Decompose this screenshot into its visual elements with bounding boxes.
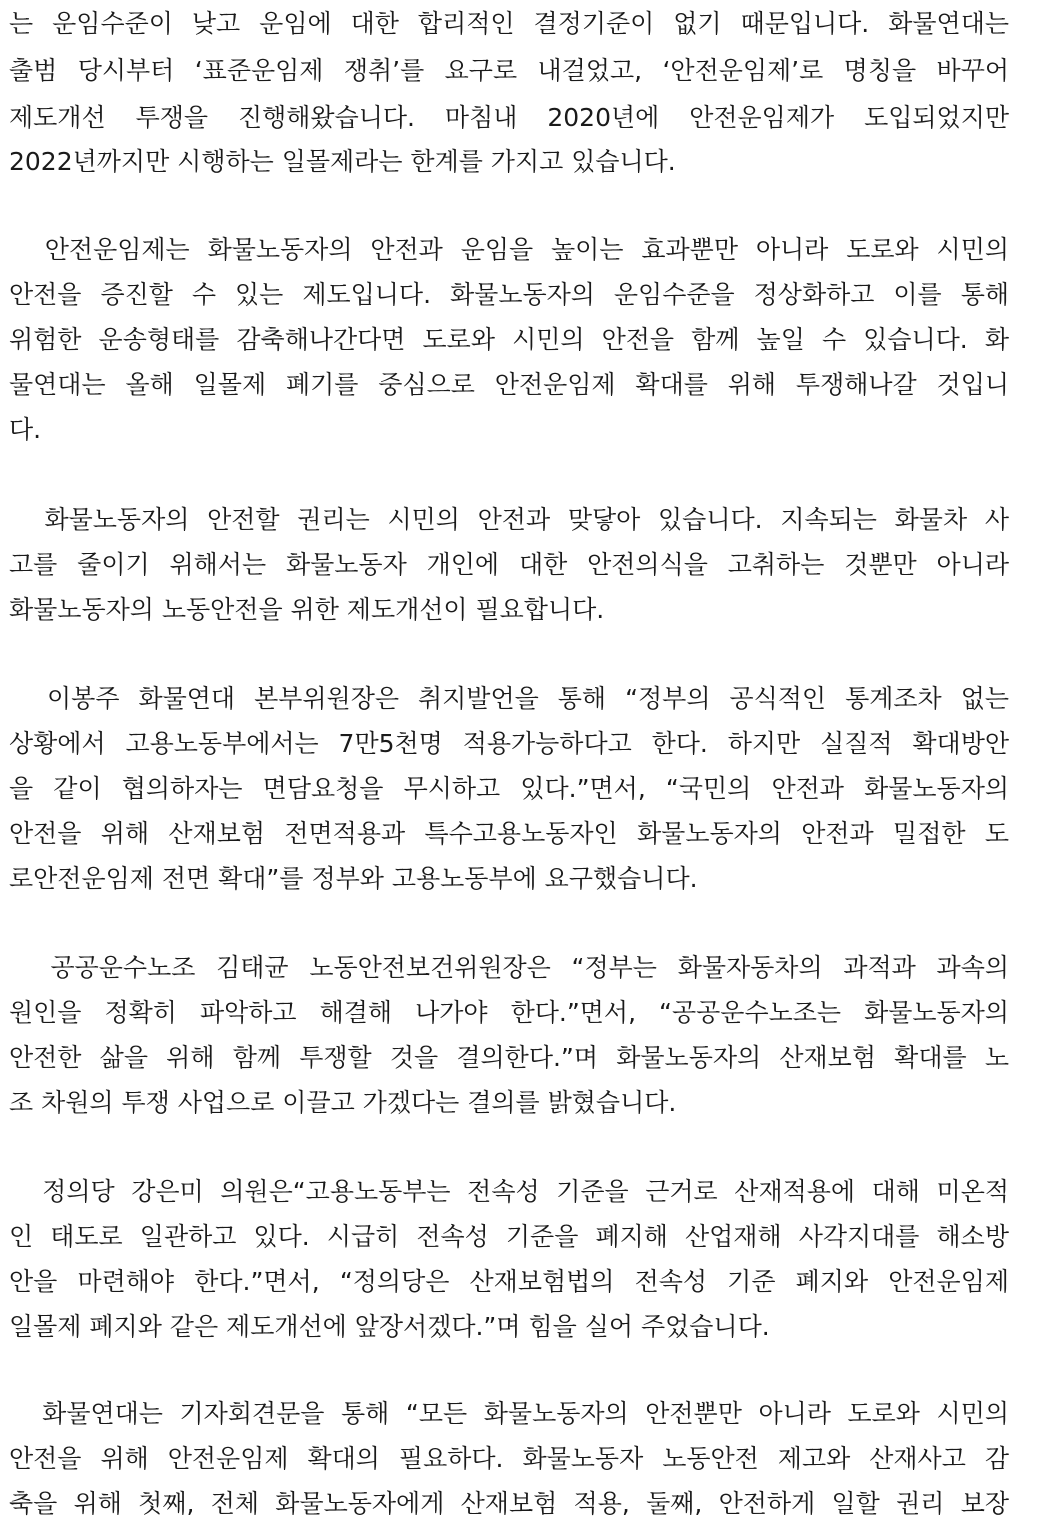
text-line: 로안전운임제 전면 확대”를 정부와 고용노동부에 요구했습니다. (9, 864, 698, 893)
text-line: 원인을 정확히 파악하고 해결해 나가야 한다.”면서, “공공운수노조는 화물노동자의 (9, 998, 1009, 1027)
text-line: 이봉주 화물연대 본부위원장은 취지발언을 통해 “정부의 공식적인 통계조차 없는 (9, 684, 1009, 713)
text-line: 화물연대는 기자회견문을 통해 “모든 화물노동자의 안전뿐만 아니라 도로와 시민의 (9, 1399, 1009, 1428)
text-line: 공공운수노조 김태균 노동안전보건위원장은 “정부는 화물자동차의 과적과 과속의 (9, 953, 1009, 982)
text-line: 고를 줄이기 위해서는 화물노동자 개인에 대한 안전의식을 고취하는 것뿐만 아니라 (9, 550, 1009, 579)
text-line: 안을 마련해야 한다.”면서, “정의당은 산재보험법의 전속성 기준 폐지와 안전운임제 (9, 1267, 1009, 1296)
text-line: 출범 당시부터 ‘표준운임제 쟁취’를 요구로 내걸었고, ‘안전운임제’로 명칭을 바꾸어 (9, 56, 1009, 85)
text-line: 안전운임제는 화물노동자의 안전과 운임을 높이는 효과뿐만 아니라 도로와 시민의 (9, 235, 1009, 264)
text-line: 상황에서 고용노동부에서는 7만5천명 적용가능하다고 한다. 하지만 실질적 확대방안 (9, 729, 1009, 758)
text-line: 물연대는 올해 일몰제 폐기를 중심으로 안전운임제 확대를 위해 투쟁해나갈 것입니 (9, 370, 1009, 399)
text-line: 인 태도로 일관하고 있다. 시급히 전속성 기준을 폐지해 산업재해 사각지대를 해소방 (9, 1222, 1009, 1251)
text-line: 정의당 강은미 의원은“고용노동부는 전속성 기준을 근거로 산재적용에 대해 미온적 (9, 1177, 1009, 1206)
text-line: 다. (9, 415, 42, 444)
text-line: 화물노동자의 안전할 권리는 시민의 안전과 맞닿아 있습니다. 지속되는 화물차 사 (9, 505, 1009, 534)
text-line: 축을 위해 첫째, 전체 화물노동자에게 산재보험 적용, 둘째, 안전하게 일할 권리 보장 (9, 1489, 1009, 1518)
text-line: 제도개선 투쟁을 진행해왔습니다. 마침내 2020년에 안전운임제가 도입되었지만 (9, 103, 1009, 132)
text-line: 는 운임수준이 낮고 운임에 대한 합리적인 결정기준이 없기 때문입니다. 화물연대는 (9, 9, 1009, 38)
text-line: 위험한 운송형태를 감축해나간다면 도로와 시민의 안전을 함께 높일 수 있습니다. 화 (9, 325, 1009, 354)
text-line: 안전을 위해 산재보험 전면적용과 특수고용노동자인 화물노동자의 안전과 밀접한 도 (9, 819, 1009, 848)
text-line: 화물노동자의 노동안전을 위한 제도개선이 필요합니다. (9, 595, 605, 624)
text-line: 안전한 삶을 위해 함께 투쟁할 것을 결의한다.”며 화물노동자의 산재보험 확대를 노 (9, 1043, 1009, 1072)
text-line: 일몰제 폐지와 같은 제도개선에 앞장서겠다.”며 힘을 실어 주었습니다. (9, 1312, 770, 1341)
text-line: 2022년까지만 시행하는 일몰제라는 한계를 가지고 있습니다. (9, 147, 676, 176)
text-line: 안전을 위해 안전운임제 확대의 필요하다. 화물노동자 노동안전 제고와 산재사고 감 (9, 1444, 1009, 1473)
text-line: 안전을 증진할 수 있는 제도입니다. 화물노동자의 운임수준을 정상화하고 이를 통해 (9, 280, 1009, 309)
text-line: 조 차원의 투쟁 사업으로 이끌고 가겠다는 결의를 밝혔습니다. (9, 1088, 677, 1117)
text-line: 을 같이 협의하자는 면담요청을 무시하고 있다.”면서, “국민의 안전과 화물노동자의 (9, 774, 1009, 803)
